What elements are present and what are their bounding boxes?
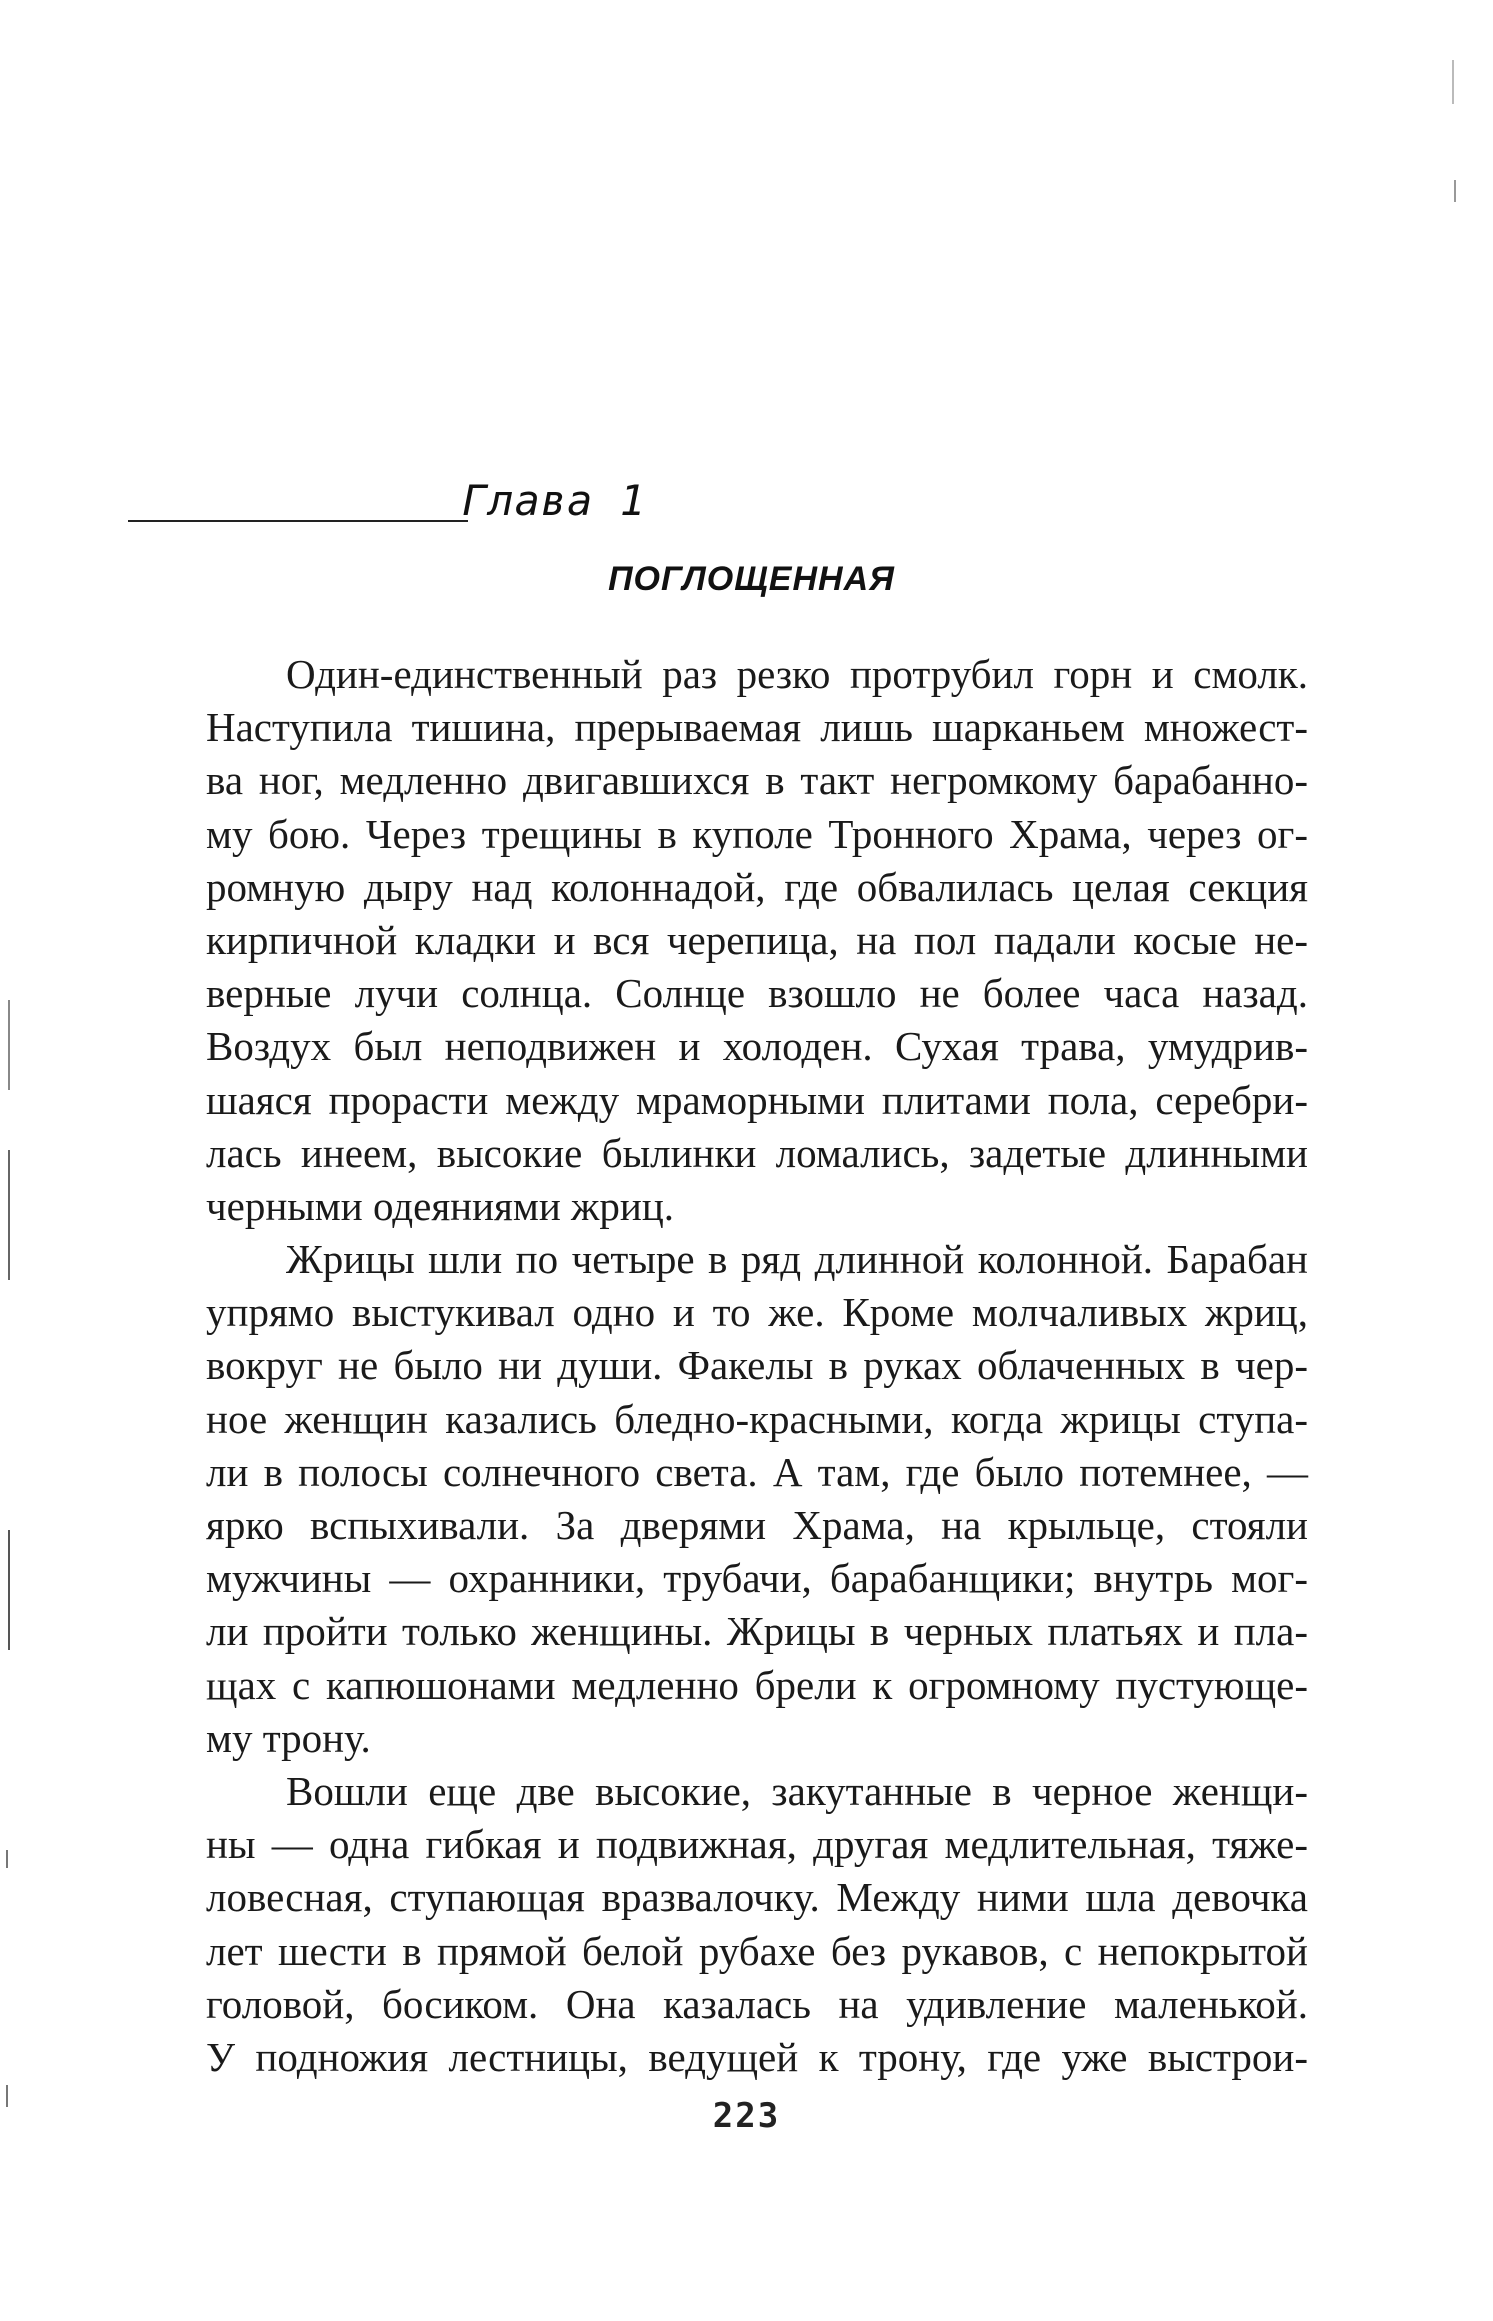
scan-artifact	[8, 1150, 10, 1280]
text-line: Жрицы шли по четыре в ряд длинной колонной. Барабан	[286, 1236, 1308, 1283]
text-line: ромную дыру над колоннадой, где обвалилась целая секция	[206, 863, 1308, 910]
page-number: 223	[712, 2096, 781, 2136]
scan-artifact	[8, 1000, 10, 1090]
text-line: ли пройти только женщины. Жрицы в черных платьях и пла-	[206, 1608, 1308, 1655]
chapter-title: ПОГЛОЩЕННАЯ	[608, 560, 895, 598]
scan-artifact	[1454, 180, 1456, 202]
text-line: Один-единственный раз резко протрубил горн и смолк.	[286, 651, 1308, 697]
text-line: вокруг не было ни души. Факелы в руках облаченных в чер-	[206, 1342, 1308, 1389]
text-line: лет шести в прямой белой рубахе без рукавов, с непокрытой	[206, 1927, 1308, 1974]
scan-artifact	[6, 1850, 8, 1868]
scan-artifact	[8, 1530, 10, 1650]
paragraph	[126, 648, 1308, 1233]
scan-artifact	[1452, 60, 1454, 104]
text-line: шаяся прорасти между мраморными плитами пола, серебри-	[206, 1076, 1308, 1123]
text-line: Вошли еще две высокие, закутанные в черное женщи-	[286, 1767, 1308, 1814]
text-line: му бою. Через трещины в куполе Тронного Храма, через ог-	[206, 810, 1308, 857]
text-line: ва ног, медленно двигавшихся в такт негромкому барабанно-	[206, 757, 1308, 804]
text-line: Наступила тишина, прерываемая лишь шарканьем множест-	[206, 704, 1308, 751]
text-line: У подножия лестницы, ведущей к трону, где уже выстрои-	[206, 2033, 1308, 2080]
chapter-rule	[128, 520, 468, 522]
paragraph	[126, 1765, 1308, 2084]
text-line: ны — одна гибкая и подвижная, другая медлительная, тяже-	[206, 1821, 1308, 1868]
text-line: лась инеем, высокие былинки ломались, задетые длинными	[206, 1129, 1308, 1176]
text-line: ярко вспыхивали. За дверями Храма, на крыльце, стояли	[206, 1502, 1308, 1548]
body-text	[126, 648, 1308, 2084]
scan-artifact	[6, 2085, 8, 2107]
text-line: Воздух был неподвижен и холоден. Сухая трава, умудрив-	[206, 1023, 1308, 1070]
text-line: черными одеяниями жриц.	[206, 1182, 675, 1229]
text-line: ное женщин казались бледно-красными, когда жрицы ступа-	[206, 1395, 1308, 1442]
text-line: верные лучи солнца. Солнце взошло не более часа назад.	[206, 970, 1308, 1017]
chapter-heading: Глава 1	[462, 476, 647, 525]
text-line: ловесная, ступающая вразвалочку. Между ними шла девочка	[206, 1874, 1308, 1921]
text-line: мужчины — охранники, трубачи, барабанщики; внутрь мог-	[206, 1555, 1308, 1602]
text-line: щах с капюшонами медленно брели к огромному пустующе-	[206, 1661, 1308, 1708]
text-line: головой, босиком. Она казалась на удивление маленькой.	[206, 1980, 1308, 2027]
paragraph	[126, 1233, 1308, 1765]
text-line: ли в полосы солнечного света. А там, где было потемнее, —	[206, 1448, 1308, 1495]
text-line: упрямо выстукивал одно и то же. Кроме молчаливых жриц,	[206, 1289, 1308, 1336]
text-line: му трону.	[206, 1714, 371, 1761]
text-line: кирпичной кладки и вся черепица, на пол падали косые не-	[206, 916, 1308, 963]
